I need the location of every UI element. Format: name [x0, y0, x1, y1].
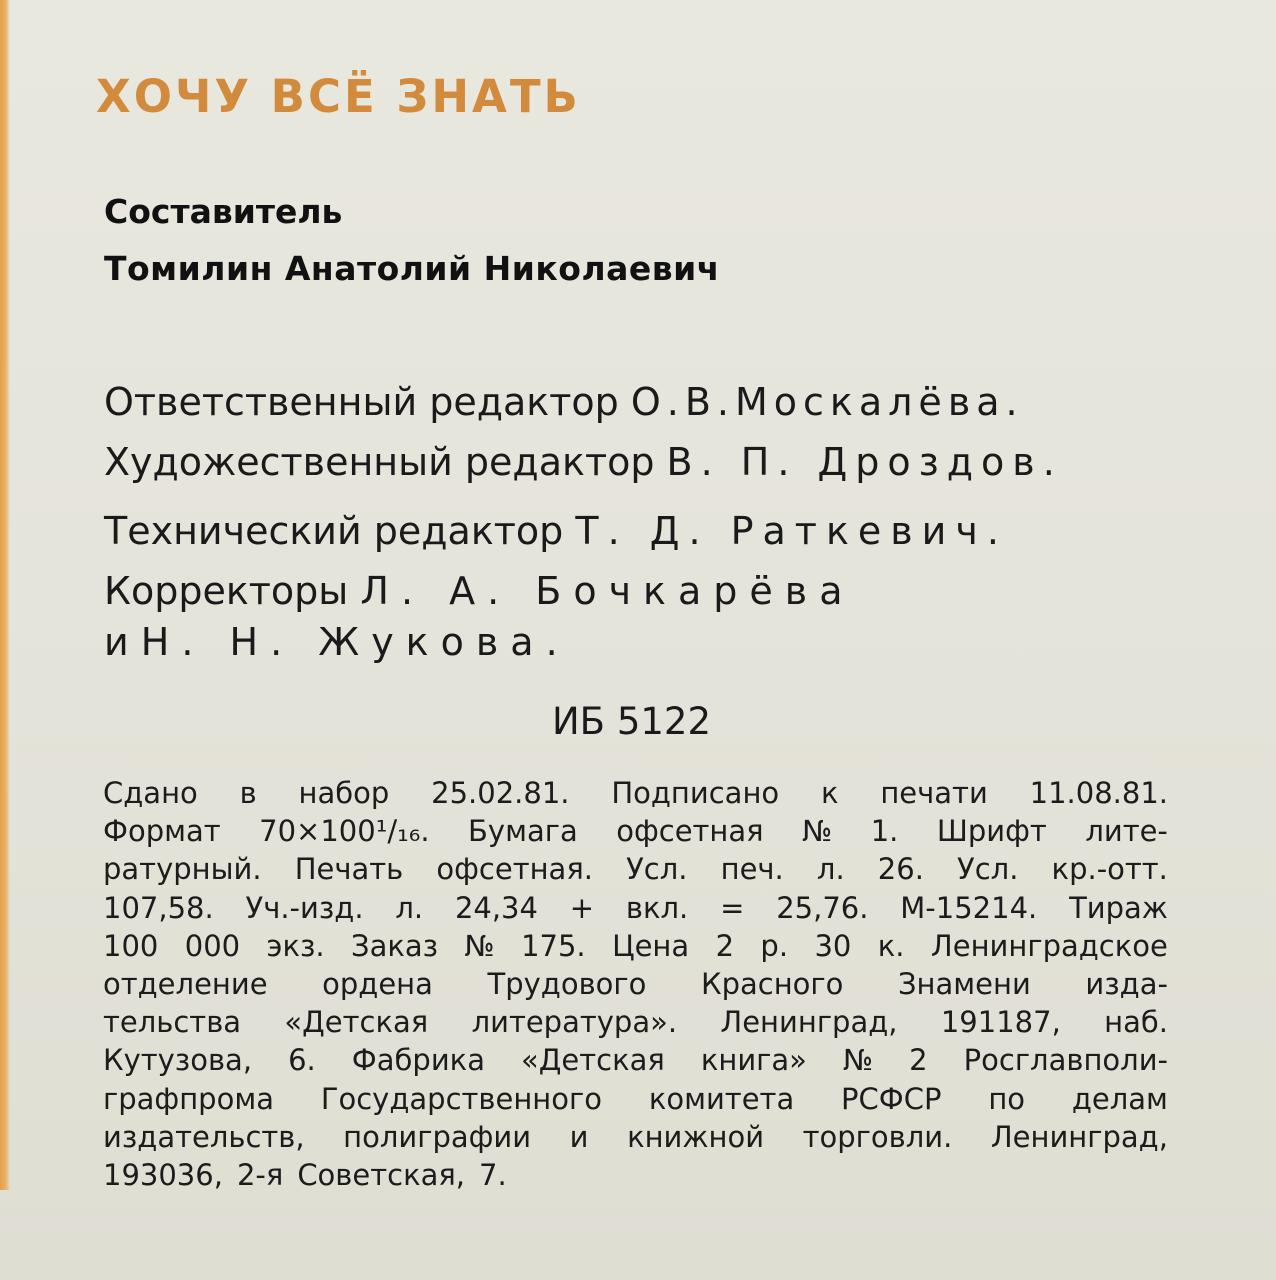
imprint-word: Росглавполи-: [963, 1043, 1168, 1078]
imprint-word: торговли.: [802, 1119, 953, 1154]
imprint-word: Сдано: [103, 776, 198, 810]
imprint-word: отделение: [103, 966, 268, 1001]
imprint-word: в: [239, 776, 257, 810]
imprint-word: Заказ: [351, 928, 439, 963]
imprint-word: Подписано: [611, 776, 780, 810]
imprint-word: делам: [1071, 1081, 1168, 1116]
imprint-word: 7.: [479, 1157, 507, 1192]
credit-role: Корректоры: [104, 569, 349, 613]
imprint-word: Уч.-изд.: [245, 890, 364, 925]
imprint-word: издательств,: [103, 1119, 305, 1154]
imprint-word: Советская,: [297, 1157, 466, 1192]
imprint-word: л.: [395, 890, 424, 925]
imprint-word: и: [569, 1119, 589, 1154]
imprint-block: [103, 774, 1168, 1194]
imprint-word: Шрифт: [936, 814, 1047, 849]
imprint-word: 100: [103, 928, 159, 963]
imprint-word: 26.: [877, 852, 924, 887]
imprint-word: ратурный.: [103, 852, 262, 887]
imprint-line: [103, 965, 1168, 1003]
imprint-word: Усл.: [626, 852, 688, 887]
imprint-word: Знамени: [897, 966, 1031, 1001]
imprint-word: полиграфии: [343, 1119, 532, 1154]
imprint-word: графпрома: [103, 1081, 274, 1116]
imprint-word: печ.: [720, 852, 784, 887]
imprint-line: [103, 1003, 1168, 1041]
imprint-word: р.: [760, 928, 789, 963]
imprint-word: Трудового: [487, 966, 647, 1001]
imprint-word: Кутузова,: [103, 1043, 253, 1078]
imprint-word: офсетная.: [436, 852, 593, 887]
imprint-word: Ленинград,: [720, 1005, 898, 1040]
imprint-word: к.: [877, 928, 905, 963]
credit-line: [104, 380, 1024, 424]
credit-person: Л. А. Бочкарёва: [360, 569, 855, 613]
imprint-word: 2-я: [236, 1157, 284, 1192]
imprint-word: печати: [880, 776, 988, 810]
imprint-word: по: [988, 1081, 1026, 1116]
credit-person: Н. Н. Жукова.: [140, 620, 570, 664]
imprint-word: 2: [715, 928, 735, 963]
imprint-word: «Детская: [521, 1043, 665, 1078]
credit-line: [104, 440, 1063, 484]
imprint-line: [103, 889, 1168, 927]
credit-line: [104, 509, 1008, 553]
imprint-line: [103, 1080, 1168, 1118]
imprint-word: 70×100¹/₁₆.: [259, 814, 430, 849]
imprint-word: Усл.: [957, 852, 1019, 887]
imprint-word: 6.: [288, 1043, 316, 1078]
imprint-word: Ленинград,: [990, 1119, 1168, 1154]
imprint-line: [103, 1156, 1168, 1194]
imprint-word: №: [842, 1043, 874, 1078]
compiler-label: Составитель: [104, 192, 343, 231]
cover-edge-strip: [0, 0, 10, 1190]
imprint-word: кр.-отт.: [1051, 852, 1168, 887]
imprint-word: Государственного: [320, 1081, 602, 1116]
imprint-word: 2: [909, 1043, 928, 1078]
imprint-word: Фабрика: [351, 1043, 485, 1078]
credit-role: и: [104, 620, 129, 664]
imprint-word: экз.: [266, 928, 325, 963]
imprint-word: РСФСР: [841, 1081, 942, 1116]
ib-number: ИБ 5122: [552, 700, 711, 743]
imprint-word: =: [720, 890, 745, 925]
imprint-line: [103, 1118, 1168, 1156]
credit-role: Технический редактор: [104, 509, 564, 553]
imprint-word: 193036,: [103, 1157, 223, 1192]
imprint-word: л.: [816, 852, 845, 887]
imprint-word: 175.: [521, 928, 586, 963]
credit-person: Т. Д. Раткевич.: [575, 509, 1008, 553]
series-title: ХОЧУ ВСЁ ЗНАТЬ: [96, 70, 581, 123]
imprint-word: М-15214.: [900, 890, 1038, 925]
imprint-word: 107,58.: [103, 890, 214, 925]
imprint-line: [103, 774, 1168, 812]
imprint-word: Красного: [700, 966, 844, 1001]
imprint-word: №: [802, 814, 833, 849]
imprint-word: Формат: [103, 814, 221, 849]
compiler-name: Томилин Анатолий Николаевич: [104, 249, 720, 288]
imprint-word: комитета: [648, 1081, 795, 1116]
imprint-word: вкл.: [625, 890, 689, 925]
imprint-word: 30: [814, 928, 852, 963]
credit-person: О.В.Москалёва.: [630, 380, 1024, 424]
imprint-word: Ленинградское: [930, 928, 1168, 963]
imprint-line: [103, 812, 1168, 850]
imprint-line: [103, 1041, 1168, 1079]
imprint-word: 000: [184, 928, 241, 963]
imprint-word: 1.: [870, 814, 899, 849]
imprint-line: [103, 850, 1168, 888]
imprint-word: Бумага: [468, 814, 578, 849]
imprint-word: изда-: [1085, 966, 1168, 1001]
imprint-word: офсетная: [616, 814, 764, 849]
imprint-word: к: [820, 776, 839, 810]
imprint-word: литература».: [471, 1005, 678, 1040]
imprint-word: набор: [298, 776, 390, 810]
imprint-word: 191187,: [940, 1005, 1061, 1040]
imprint-line: [103, 927, 1168, 965]
imprint-word: Цена: [612, 928, 690, 963]
imprint-word: Печать: [294, 852, 404, 887]
imprint-word: 24,34: [454, 890, 538, 925]
imprint-word: наб.: [1104, 1005, 1168, 1040]
credit-line: [104, 569, 854, 613]
imprint-word: лите-: [1085, 814, 1168, 849]
imprint-word: 25,76.: [776, 890, 869, 925]
imprint-word: 11.08.81.: [1029, 776, 1168, 810]
imprint-word: тельства: [103, 1005, 242, 1040]
imprint-word: «Детская: [284, 1005, 429, 1040]
imprint-word: +: [569, 890, 595, 925]
imprint-word: книга»: [700, 1043, 807, 1078]
imprint-word: ордена: [322, 966, 433, 1001]
credit-line: [104, 620, 570, 664]
imprint-word: книжной: [627, 1119, 765, 1154]
credit-role: Ответственный редактор: [104, 380, 619, 424]
imprint-word: №: [464, 928, 495, 963]
credit-person: В. П. Дроздов.: [666, 440, 1063, 484]
imprint-word: 25.02.81.: [431, 776, 570, 810]
imprint-word: Тираж: [1069, 890, 1168, 925]
credit-role: Художественный редактор: [104, 440, 655, 484]
